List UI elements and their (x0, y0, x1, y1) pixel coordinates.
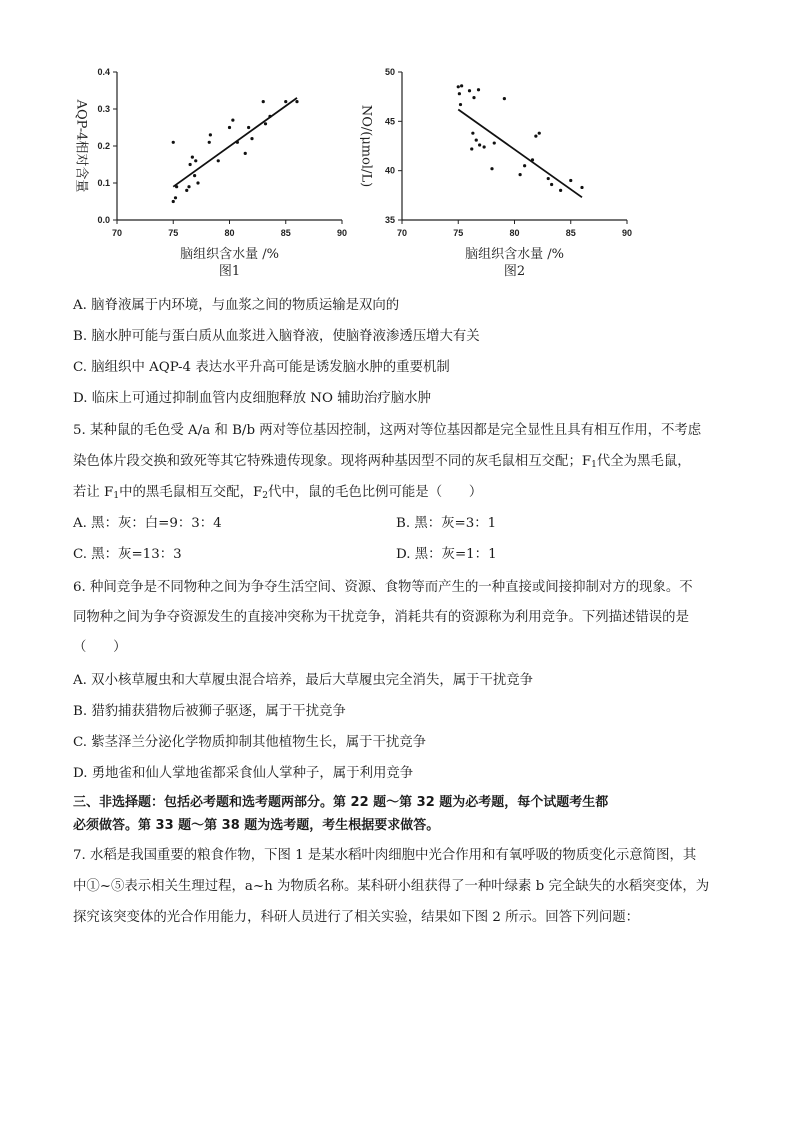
data-point (472, 96, 475, 99)
x-tick-label: 70 (396, 228, 408, 238)
section-3-heading-line2: 必须做答。第 33 题～第 38 题为选考题，考生根据要求做答。 (73, 818, 440, 833)
q7-stem-line3: 探究该突变体的光合作用能力，科研人员进行了相关实验，结果如下图 2 所示。回答下列问题： (73, 910, 640, 925)
q4-option-d: D. 临床上可通过抑制血管内皮细胞释放 NO 辅助治疗脑水肿 (73, 391, 431, 406)
y-axis-label: AQP-4相对含量 (73, 99, 89, 193)
x-tick-label: 80 (509, 228, 520, 238)
figure-1-scatter (60, 60, 360, 285)
q6-option-b: B. 猎豹捕获猎物后被狮子驱逐，属于干扰竞争 (73, 704, 346, 719)
data-point (475, 138, 478, 141)
q5-option-b: B. 黑：灰=3：1 (396, 516, 497, 531)
q5-stem-line3 (73, 483, 723, 506)
q4-option-b: B. 脑水肿可能与蛋白质从血浆进入脑脊液，使脑脊液渗透压增大有关 (73, 329, 480, 344)
x-tick-label: 70 (111, 228, 123, 238)
y-tick-label: 0.2 (97, 141, 110, 151)
figure-caption: 图1 (218, 264, 241, 279)
x-tick-label: 75 (453, 228, 464, 238)
q4-option-c: C. 脑组织中 AQP-4 表达水平升高可能是诱发脑水肿的重要机制 (73, 360, 450, 375)
q5-text: 代中，鼠的毛色比例可能是（ ） (268, 485, 483, 500)
data-point (208, 141, 211, 144)
data-point (209, 133, 212, 136)
data-point (457, 85, 460, 88)
data-point (264, 122, 267, 125)
section-3-heading-line1: 三、非选择题：包括必考题和选考题两部分。第 22 题～第 32 题为必考题，每个试题考生都 (73, 795, 609, 810)
q5-text: 若让 F (73, 485, 114, 500)
y-tick-label: 0.1 (97, 178, 110, 188)
trend-line (173, 98, 297, 187)
q5-option-a: A. 黑：灰：白=9：3：4 (73, 516, 222, 531)
y-tick-label: 35 (384, 215, 395, 225)
y-tick-label: 50 (384, 67, 395, 77)
q6-option-a: A. 双小核草履虫和大草履虫混合培养，最后大草履虫完全消失，属于干扰竞争 (73, 673, 534, 688)
data-point (519, 173, 522, 176)
q6-stem-line3: （ ） (73, 640, 127, 655)
subscript: 1 (591, 460, 597, 470)
q5-text: 染色体片段交换和致死等其它特殊遗传现象。现将两种基因型不同的灰毛鼠相互交配；F (73, 454, 592, 469)
q6-stem-line2: 同物种之间为争夺资源发生的直接冲突称为干扰竞争，消耗共有的资源称为利用竞争。下列描述错误的是 (73, 610, 689, 625)
data-point (477, 88, 480, 91)
figure-2-scatter (345, 60, 645, 285)
data-point (547, 177, 550, 180)
data-point (470, 147, 473, 150)
y-tick-label: 45 (384, 116, 395, 127)
figure-caption: 图2 (503, 264, 526, 279)
data-point (534, 135, 537, 138)
data-point (471, 132, 474, 135)
x-tick-label: 85 (280, 228, 291, 238)
q5-option-d: D. 黑：灰=1：1 (396, 547, 497, 562)
data-point (284, 100, 287, 103)
x-tick-label: 80 (224, 228, 235, 238)
data-point (459, 103, 462, 106)
data-point (493, 141, 496, 144)
data-point (458, 92, 461, 95)
data-point (231, 119, 234, 122)
data-point (172, 141, 175, 144)
x-tick-label: 90 (621, 228, 633, 238)
x-axis-label: 脑组织含水量 /% (465, 247, 564, 262)
q6-stem-line1: 6. 种间竞争是不同物种之间为争夺生活空间、资源、食物等而产生的一种直接或间接抑制对方的现象。不 (73, 580, 693, 595)
data-point (174, 196, 177, 199)
trend-line (458, 109, 582, 197)
data-point (172, 200, 175, 203)
data-point (569, 179, 572, 182)
q6-option-c: C. 紫茎泽兰分泌化学物质抑制其他植物生长，属于干扰竞争 (73, 735, 427, 750)
data-point (538, 132, 541, 135)
data-point (483, 145, 486, 148)
q5-stem-line2 (73, 452, 723, 475)
x-tick-label: 90 (336, 228, 348, 238)
subscript: 1 (113, 491, 120, 501)
data-point (550, 183, 553, 186)
data-point (503, 97, 506, 100)
data-point (295, 100, 298, 103)
data-point (460, 84, 463, 87)
x-axis-label: 脑组织含水量 /% (180, 247, 279, 262)
y-axis-label: NO/(μmol/L) (358, 104, 374, 188)
q5-text: 代全为黑毛鼠， (596, 454, 691, 469)
q6-option-d: D. 勇地雀和仙人掌地雀都采食仙人掌种子，属于利用竞争 (73, 766, 414, 781)
q5-stem-line1: 5. 某种鼠的毛色受 A/a 和 B/b 两对等位基因控制，这两对等位基因都是完全显性且具有相互作用，不考虑 (73, 423, 702, 438)
data-point (187, 185, 190, 188)
data-point (185, 189, 188, 192)
data-point (228, 126, 231, 129)
y-tick-label: 0.0 (97, 215, 110, 225)
q5-option-c: C. 黑：灰=13：3 (73, 547, 182, 562)
x-tick-label: 75 (168, 228, 179, 238)
data-point (580, 186, 583, 189)
q7-stem-line2: 中①~⑤表示相关生理过程，a~h 为物质名称。某科研小组获得了一种叶绿素 b 完全缺失的水稻突变体，为 (73, 879, 710, 894)
x-tick-label: 85 (565, 228, 576, 238)
figures-row (60, 60, 640, 285)
data-point (194, 159, 197, 162)
data-point (196, 181, 199, 184)
data-point (217, 159, 220, 162)
q5-text: 中的黑毛鼠相互交配，F (119, 485, 263, 500)
y-tick-label: 40 (384, 165, 395, 176)
data-point (250, 137, 253, 140)
data-point (468, 89, 471, 92)
y-tick-label: 0.3 (97, 104, 110, 114)
data-point (262, 100, 265, 103)
data-point (523, 164, 526, 167)
data-point (559, 189, 562, 192)
data-point (490, 167, 493, 170)
subscript: 2 (262, 491, 269, 501)
data-point (189, 163, 192, 166)
data-point (191, 156, 194, 159)
q7-stem-line1: 7. 水稻是我国重要的粮食作物，下图 1 是某水稻叶肉细胞中光合作用和有氧呼吸的物质变化示意简图，其 (73, 848, 697, 863)
data-point (247, 126, 250, 129)
data-point (193, 174, 196, 177)
data-point (478, 143, 481, 146)
q4-option-a: A. 脑脊液属于内环境，与血浆之间的物质运输是双向的 (73, 298, 400, 313)
y-tick-label: 0.4 (97, 67, 110, 77)
data-point (244, 152, 247, 155)
